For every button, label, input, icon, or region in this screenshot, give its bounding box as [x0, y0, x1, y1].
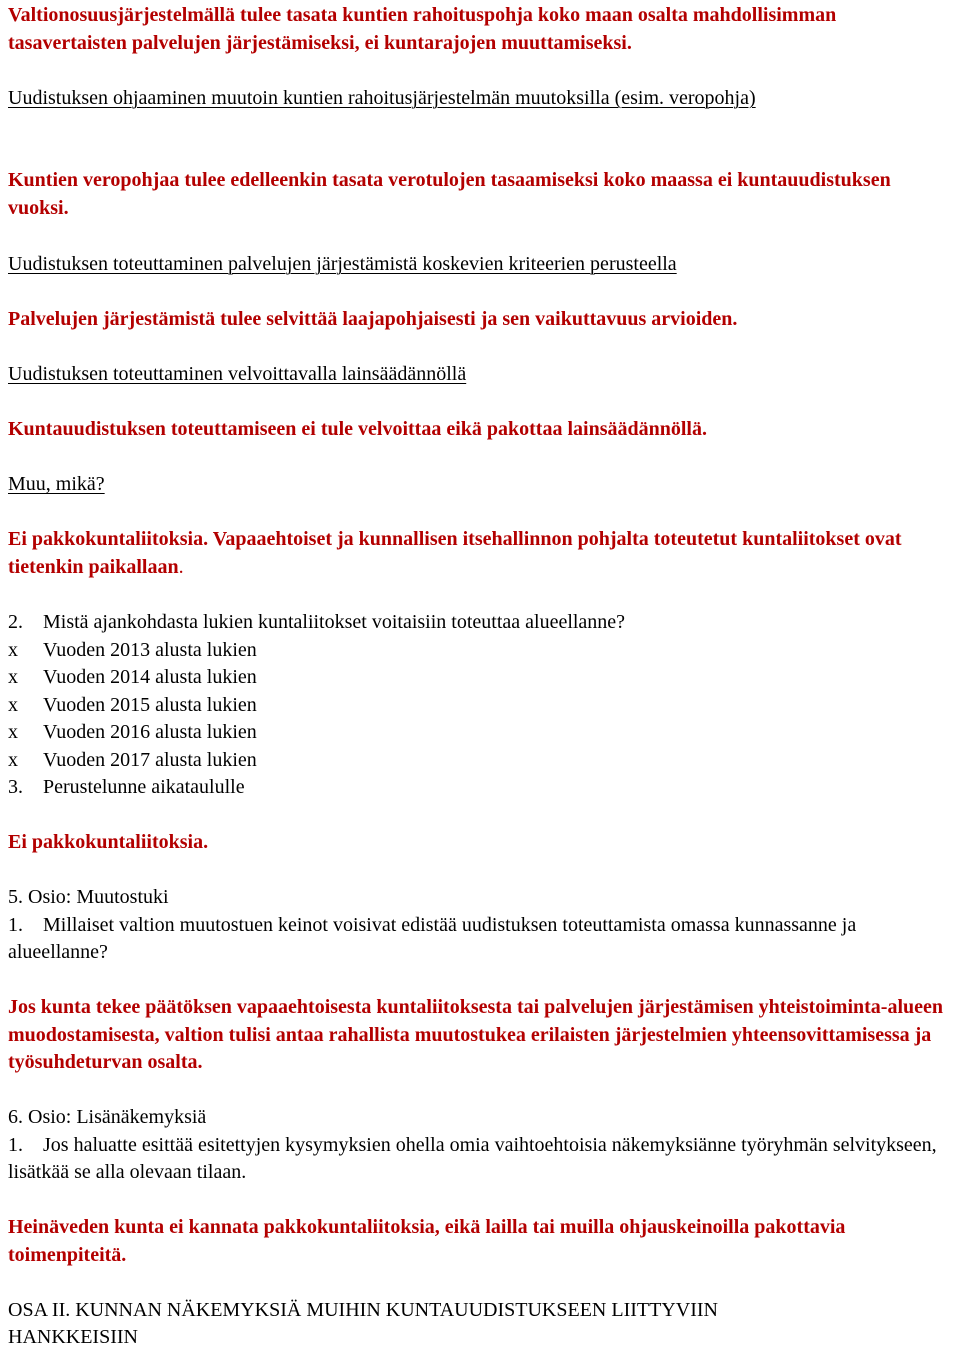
option-item [8, 692, 257, 720]
question-2 [8, 609, 625, 637]
option-item [8, 637, 257, 665]
question-2-text: Mistä ajankohdasta lukien kuntaliitokset voitaisiin toteuttaa alueellanne? [43, 611, 626, 633]
question-legislation: Uudistuksen toteuttaminen velvoittavalla lainsäädännöllä [8, 363, 467, 385]
option-item [8, 719, 257, 747]
paragraph-state-funding: Valtionosuusjärjestelmällä tulee tasata kuntien rahoituspohja koko maan osalta mahdollisimman tasavertaisten palvelujen järjestämiseksi, ei kuntarajojen muuttamiseksi. [8, 4, 837, 54]
option-item [8, 664, 257, 692]
option-mark: x [8, 693, 18, 716]
section-6-question-1-text: Jos haluatte esittää esitettyjen kysymyksien ohella omia vaihtoehtoisia näkemyksiänne työryhmän selvitykseen, lisätkää se alla olevaan tilaan. [8, 1133, 937, 1183]
answer-legislation: Kuntauudistuksen toteuttamiseen ei tule velvoittaa eikä pakottaa lainsäädännöllä. [8, 418, 707, 440]
section-5-question-1 [8, 912, 954, 967]
answer-section-5: Jos kunta tekee päätöksen vapaaehtoisesta kuntaliitoksesta tai palvelujen järjestämisen yhteistoiminta-alueen muodostamisesta, valtion tulisi antaa rahallista muutostukea erilaisten järjestelmien yhteensovittamisessa ja työsuhdeturvan osalta. [8, 996, 944, 1073]
option-label: Vuoden 2015 alusta lukien [43, 693, 257, 716]
option-mark: x [8, 638, 18, 661]
section-5-heading: 5. Osio: Muutostuki [8, 886, 169, 908]
answer-other-sentence-2: Vapaaehtoiset ja kunnallisen itsehallinnon pohjalta toteutetut kuntaliitokset ovat tietenkin paikallaan [8, 528, 902, 578]
option-mark: x [8, 748, 18, 771]
question-other: Muu, mikä? [8, 473, 105, 495]
question-service-criteria: Uudistuksen toteuttaminen palvelujen järjestämistä koskevien kriteerien perusteella [8, 253, 677, 275]
option-label: Vuoden 2017 alusta lukien [43, 748, 257, 771]
option-mark: x [8, 721, 18, 743]
part-2-heading: OSA II. KUNNAN NÄKEMYKSIÄ MUIHIN KUNTAUUDISTUKSEEN LIITTYVIIN HANKKEISIIN [8, 1298, 718, 1348]
option-label: Vuoden 2013 alusta lukien [43, 638, 257, 661]
option-label: Vuoden 2016 alusta lukien [43, 721, 257, 743]
option-mark: x [8, 666, 18, 688]
question-3-text: Perustelunne aikataululle [43, 776, 245, 798]
section-6-question-1-number: 1. [8, 1133, 23, 1156]
section-5-question-1-text: Millaiset valtion muutostuen keinot voisivat edistää uudistuksen toteuttamista omassa kunnassanne ja alueellanne? [8, 913, 857, 963]
section-6-heading: 6. Osio: Lisänäkemyksiä [8, 1106, 207, 1128]
answer-section-6: Heinäveden kunta ei kannata pakkokuntaliitoksia, eikä laillа tai muilla ohjauskeinoilla pakottavia toimenpiteitä. [8, 1216, 846, 1266]
option-label: Vuoden 2014 alusta lukien [43, 666, 257, 688]
question-3 [8, 774, 245, 802]
section-6-question-1 [8, 1132, 954, 1187]
question-financing-system: Uudistuksen ohjaaminen muutoin kuntien rahoitusjärjestelmän muutoksilla (esim. veropohja) [8, 87, 756, 109]
question-2-number: 2. [8, 611, 23, 633]
answer-other [8, 526, 954, 581]
answer-financing-system: Kuntien veropohjaa tulee edelleenkin tasata verotulojen tasaamiseksi koko maassa ei kuntauudistuksen vuoksi. [8, 169, 891, 219]
section-5-question-1-number: 1. [8, 913, 23, 936]
answer-service-criteria: Palvelujen järjestämistä tulee selvittää laajapohjaisesti ja sen vaikuttavuus arvioiden. [8, 308, 738, 330]
answer-other-period: . [178, 555, 184, 578]
option-item [8, 747, 257, 775]
answer-other-sentence-1: Ei pakkokuntaliitoksia. [8, 528, 209, 550]
question-3-number: 3. [8, 776, 23, 798]
answer-3: Ei pakkokuntaliitoksia. [8, 831, 209, 853]
